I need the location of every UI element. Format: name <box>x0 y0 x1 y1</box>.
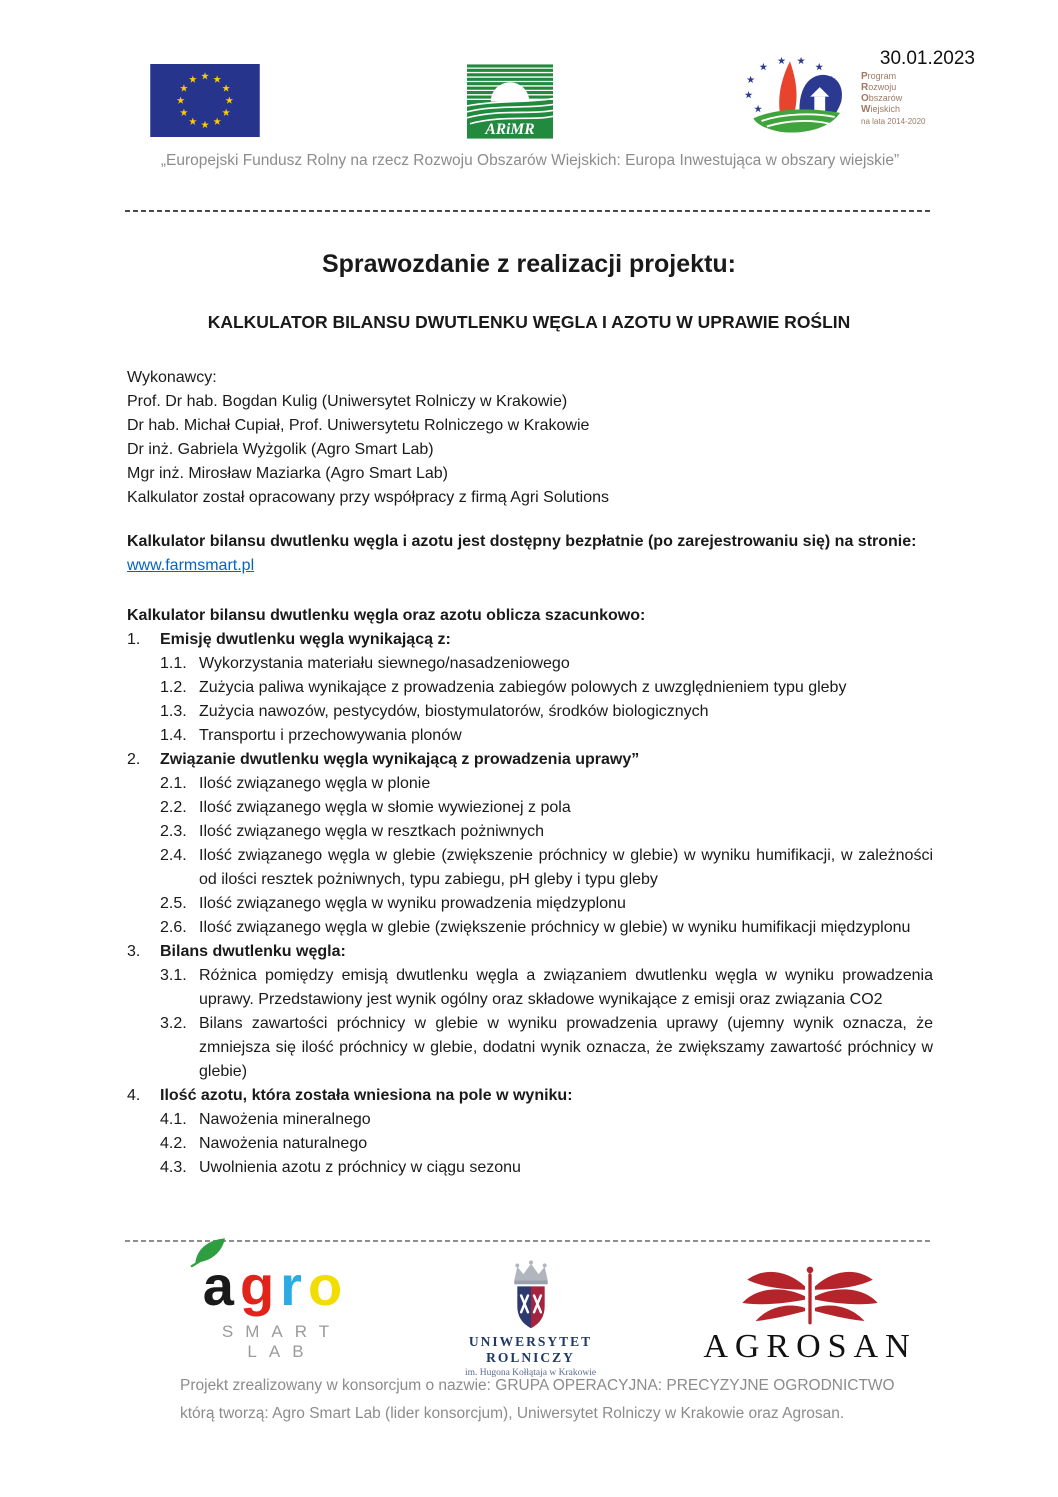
outline-subitem <box>160 892 933 916</box>
prow-emblem-icon <box>733 56 855 140</box>
contributors-block <box>127 366 933 510</box>
outline-subitem <box>160 844 933 892</box>
outline-subitem <box>160 676 933 700</box>
agro-letter: r <box>280 1254 308 1317</box>
agro-letter: a <box>202 1254 240 1317</box>
funding-note: „Europejski Fundusz Rolny na rzecz Rozwoju Obszarów Wiejskich: Europa Inwestująca w obszary wiejskie” <box>160 152 900 169</box>
leaf-icon <box>186 1234 230 1268</box>
outline-subitem <box>160 1108 933 1132</box>
outline-subitem-text: Nawożenia mineralnego <box>199 1111 371 1128</box>
outline-subitem <box>160 1132 933 1156</box>
outline-subitem-number: 3.1. <box>160 967 187 984</box>
prow-word: Rozwoju <box>861 81 897 93</box>
outline-subitem-number: 2.6. <box>160 919 187 936</box>
outline-section-label: Związanie dwutlenku węgla wynikającą z prowadzenia uprawy” <box>160 751 640 768</box>
outline-subitem <box>160 820 933 844</box>
outline-subitem-text: Wykorzystania materiału siewnego/nasadzeniowego <box>199 655 570 672</box>
agro-letter: o <box>307 1254 349 1317</box>
outline-section-number: 2. <box>127 751 141 768</box>
outline-subitem-text: Transportu i przechowywania plonów <box>199 727 462 744</box>
outline-subitem <box>160 796 933 820</box>
outline-section <box>127 1084 933 1108</box>
outline-section-number: 3. <box>127 943 141 960</box>
university-logo <box>428 1256 633 1378</box>
page-subtitle: KALKULATOR BILANSU DWUTLENKU WĘGLA I AZOTU W UPRAWIE ROŚLIN <box>207 312 851 332</box>
outline-subitem-text: Ilość związanego węgla w glebie (zwiększenie próchnicy w glebie) w wyniku humifikacji, w zależności od ilości resztek pożniwnych, typu zabiegu, pH gleby i typu gleby <box>199 847 933 888</box>
divider-bottom <box>125 1240 933 1242</box>
outline-subitem-number: 2.4. <box>160 847 187 864</box>
document-date: 30.01.2023 <box>879 48 975 69</box>
agro-wordmark <box>168 1254 383 1317</box>
agro-smart-lab-label: SMART LAB <box>221 1322 342 1361</box>
availability-text: Kalkulator bilansu dwutlenku węgla i azotu jest dostępny bezpłatnie (po zarejestrowaniu się) na stronie: <box>127 533 917 550</box>
university-crest-icon <box>483 1256 579 1332</box>
contributor-line: Kalkulator został opracowany przy współpracy z firmą Agri Solutions <box>127 489 609 506</box>
contributor-line: Mgr inż. Mirosław Maziarka (Agro Smart Lab) <box>127 465 448 482</box>
prow-word: Obszarów <box>861 92 903 104</box>
arimr-logo <box>467 64 553 139</box>
contributor-line: Dr inż. Gabriela Wyżgolik (Agro Smart Lab) <box>127 441 434 458</box>
agro-smart-lab-logo <box>168 1254 383 1362</box>
contributor-line: Dr hab. Michał Cupiał, Prof. Uniwersytetu Rolniczego w Krakowie <box>127 417 590 434</box>
outline-section-label: Emisję dwutlenku węgla wynikającą z: <box>160 631 451 648</box>
outline-subitem-number: 4.2. <box>160 1135 187 1152</box>
outline-subitem-number: 1.2. <box>160 679 187 696</box>
outline-subitem-text: Ilość związanego węgla w plonie <box>199 775 431 792</box>
outline-subitem <box>160 1156 933 1180</box>
outline-subitem-number: 1.3. <box>160 703 187 720</box>
footer-note-line2: którą tworzą: Agro Smart Lab (lider konsorcjum), Uniwersytet Rolniczy w Krakowie oraz Agrosan. <box>180 1405 845 1422</box>
outline-subitem <box>160 964 933 1012</box>
prow-word: Program <box>861 70 897 82</box>
outline-subitem-text: Różnica pomiędzy emisją dwutlenku węgla a związaniem dwutlenku węgla w wyniku prowadzenia uprawy. Przedstawiony jest wynik ogólny oraz składowe wynikające z emisji oraz związania CO2 <box>199 967 933 1008</box>
agrosan-logo <box>700 1260 920 1366</box>
outline-subitem-number: 2.1. <box>160 775 187 792</box>
agrosan-label: AGROSAN <box>703 1328 917 1365</box>
university-subtitle: im. Hugona Kołłątaja w Krakowie <box>464 1368 597 1378</box>
outline-subitem-number: 4.3. <box>160 1159 187 1176</box>
prow-text <box>861 71 926 126</box>
outline-subitem-text: Nawożenia naturalnego <box>199 1135 368 1152</box>
agrosan-emblem-icon <box>735 1260 885 1326</box>
outline-subitem-number: 3.2. <box>160 1015 187 1032</box>
outline-subitem-number: 1.4. <box>160 727 187 744</box>
outline-subitem-text: Zużycia nawozów, pestycydów, biostymulatorów, środków biologicznych <box>199 703 709 720</box>
outline-subitem <box>160 700 933 724</box>
outline-subitem-number: 4.1. <box>160 1111 187 1128</box>
prow-years: na lata 2014-2020 <box>861 116 926 126</box>
outline-section-number: 4. <box>127 1087 141 1104</box>
outline-subitem-text: Ilość związanego węgla w wyniku prowadzenia międzyplonu <box>199 895 626 912</box>
farmsmart-link[interactable]: www.farmsmart.pl <box>127 557 255 574</box>
outline-section-label: Ilość azotu, która została wniesiona na pole w wyniku: <box>160 1087 573 1104</box>
outline-subitem <box>160 652 933 676</box>
outline-intro: Kalkulator bilansu dwutlenku węgla oraz azotu oblicza szacunkowo: <box>127 607 646 624</box>
outline-section <box>127 748 933 772</box>
document-body <box>127 366 933 1180</box>
outline-section <box>127 628 933 652</box>
outline-subitem-number: 2.2. <box>160 799 187 816</box>
outline-subitem-text: Bilans zawartości próchnicy w glebie w wyniku prowadzenia uprawy (ujemny wynik oznacza, że zmniejsza się ilość próchnicy w glebie, dodatni wynik oznacza, że zwiększamy zawartość próchnicy w glebie) <box>199 1015 933 1080</box>
outline-section-label: Bilans dwutlenku węgla: <box>160 943 346 960</box>
arimr-label: ARiMR <box>485 121 535 139</box>
outline-subitem <box>160 916 933 940</box>
eu-flag-icon <box>150 64 260 137</box>
contributor-line: Prof. Dr hab. Bogdan Kulig (Uniwersytet Rolniczy w Krakowie) <box>127 393 568 410</box>
outline-subitem-text: Zużycia paliwa wynikające z prowadzenia zabiegów polowych z uwzględnieniem typu gleby <box>199 679 847 696</box>
contributors-heading: Wykonawcy: <box>127 369 217 386</box>
outline-subitem-text: Ilość związanego węgla w glebie (zwiększenie próchnicy w glebie) w wyniku humifikacji międzyplonu <box>199 919 911 936</box>
divider-top <box>125 210 933 212</box>
outline-subitem-text: Ilość związanego węgla w słomie wywiezionej z pola <box>199 799 571 816</box>
outline-subitem <box>160 772 933 796</box>
outline-section <box>127 940 933 964</box>
outline-section-number: 1. <box>127 631 141 648</box>
agro-letter: g <box>239 1254 281 1317</box>
university-name: UNIWERSYTET ROLNICZY <box>468 1334 593 1365</box>
prow-wordmark <box>861 71 926 115</box>
outline-subitem-text: Uwolnienia azotu z próchnicy w ciągu sezonu <box>199 1159 521 1176</box>
prow-logo <box>733 56 926 140</box>
contributor-lines <box>127 390 933 510</box>
outline-subitem-number: 2.5. <box>160 895 187 912</box>
prow-word: Wiejskich <box>861 103 900 115</box>
outline-subitem-text: Ilość związanego węgla w resztkach pożniwnych <box>199 823 545 840</box>
outline-subitem <box>160 1012 933 1084</box>
footer-logos <box>0 1256 1058 1376</box>
outline-subitem <box>160 724 933 748</box>
page-title: Sprawozdanie z realizacji projektu: <box>321 250 736 278</box>
outline-subitem-number: 1.1. <box>160 655 187 672</box>
outline-list <box>127 628 933 1180</box>
availability-block <box>127 530 933 578</box>
footer-note-line1: Projekt zrealizowany w konsorcjum o nazwie: GRUPA OPERACYJNA: PRECYZYJNE OGRODNICTWO <box>180 1377 895 1394</box>
eu-flag-logo <box>150 64 260 137</box>
outline-subitem-number: 2.3. <box>160 823 187 840</box>
arimr-icon <box>467 64 553 139</box>
